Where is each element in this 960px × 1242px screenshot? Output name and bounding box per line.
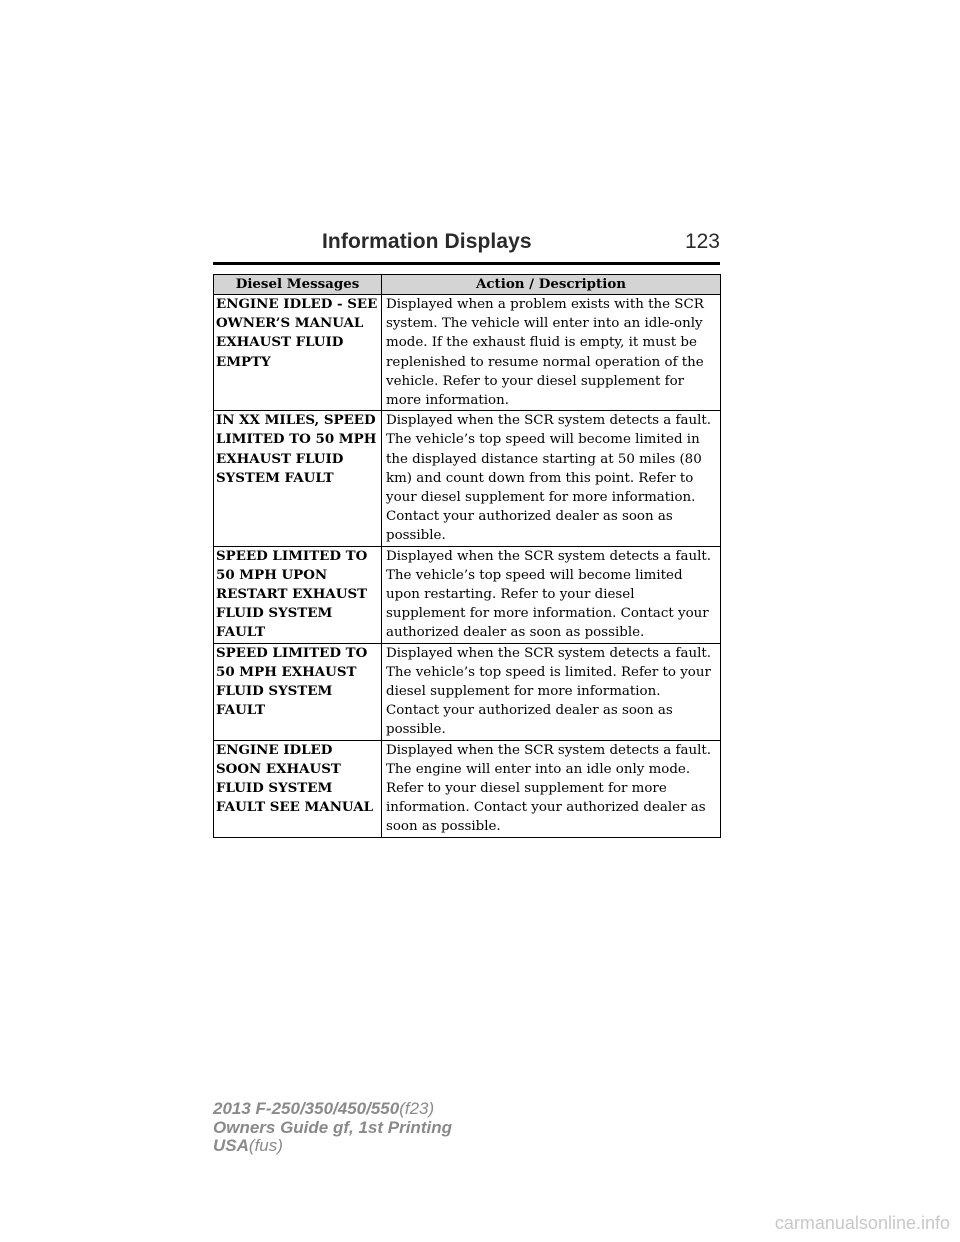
message-cell: IN XX MILES, SPEED LIMITED TO 50 MPH EXHAUST FLUID SYSTEM FAULT bbox=[214, 411, 382, 546]
message-cell: SPEED LIMITED TO 50 MPH EXHAUST FLUID SYSTEM FAULT bbox=[214, 643, 382, 740]
footer-region-code: (fus) bbox=[248, 1136, 283, 1155]
description-cell: Displayed when the SCR system detects a fault. The engine will enter into an idle only mode. Refer to your diesel supplement for more information. Contact your authorized dealer as soon as possible. bbox=[382, 740, 721, 837]
footer-line-printing: Owners Guide gf, 1st Printing bbox=[213, 1117, 452, 1137]
document-footer bbox=[213, 1100, 452, 1156]
page-header bbox=[213, 228, 720, 265]
description-cell: Displayed when the SCR system detects a fault. The vehicle’s top speed will become limited in the displayed distance starting at 50 miles (80 km) and count down from this point. Refer to your diesel supplement for more information. Contact your authorized dealer as soon as possible. bbox=[382, 411, 721, 546]
description-cell: Displayed when the SCR system detects a fault. The vehicle’s top speed is limited. Refer to your diesel supplement for more information. Contact your authorized dealer as soon as possible. bbox=[382, 643, 721, 740]
page-number: 123 bbox=[684, 230, 720, 253]
column-header-description: Action / Description bbox=[382, 275, 721, 295]
footer-line-model bbox=[213, 1100, 452, 1119]
table-row bbox=[214, 643, 721, 740]
diesel-messages-table bbox=[213, 274, 721, 838]
message-cell: SPEED LIMITED TO 50 MPH UPON RESTART EXHAUST FLUID SYSTEM FAULT bbox=[214, 546, 382, 643]
table-row bbox=[214, 411, 721, 546]
description-cell: Displayed when a problem exists with the SCR system. The vehicle will enter into an idle-only mode. If the exhaust fluid is empty, it must be replenished to resume normal operation of the vehicle. Refer to your diesel supplement for more information. bbox=[382, 295, 721, 411]
footer-model-code: (f23) bbox=[399, 1099, 435, 1118]
message-cell: ENGINE IDLED SOON EXHAUST FLUID SYSTEM FAULT SEE MANUAL bbox=[214, 740, 382, 837]
footer-model: 2013 F-250/350/450/550 bbox=[213, 1099, 400, 1118]
watermark-link[interactable]: carmanualsonline.info bbox=[774, 1213, 950, 1233]
footer-region: USA bbox=[213, 1136, 249, 1155]
description-cell: Displayed when the SCR system detects a fault. The vehicle’s top speed will become limited upon restarting. Refer to your diesel supplement for more information. Contact your authorized dealer as soon as possible. bbox=[382, 546, 721, 643]
table-row bbox=[214, 295, 721, 411]
table-row bbox=[214, 546, 721, 643]
section-title: Information Displays bbox=[322, 230, 532, 253]
table-row bbox=[214, 740, 721, 837]
message-cell: ENGINE IDLED - SEE OWNER’S MANUAL EXHAUST FLUID EMPTY bbox=[214, 295, 382, 411]
table-header-row bbox=[214, 275, 721, 295]
column-header-messages: Diesel Messages bbox=[214, 275, 382, 295]
footer-line-region bbox=[213, 1137, 452, 1156]
